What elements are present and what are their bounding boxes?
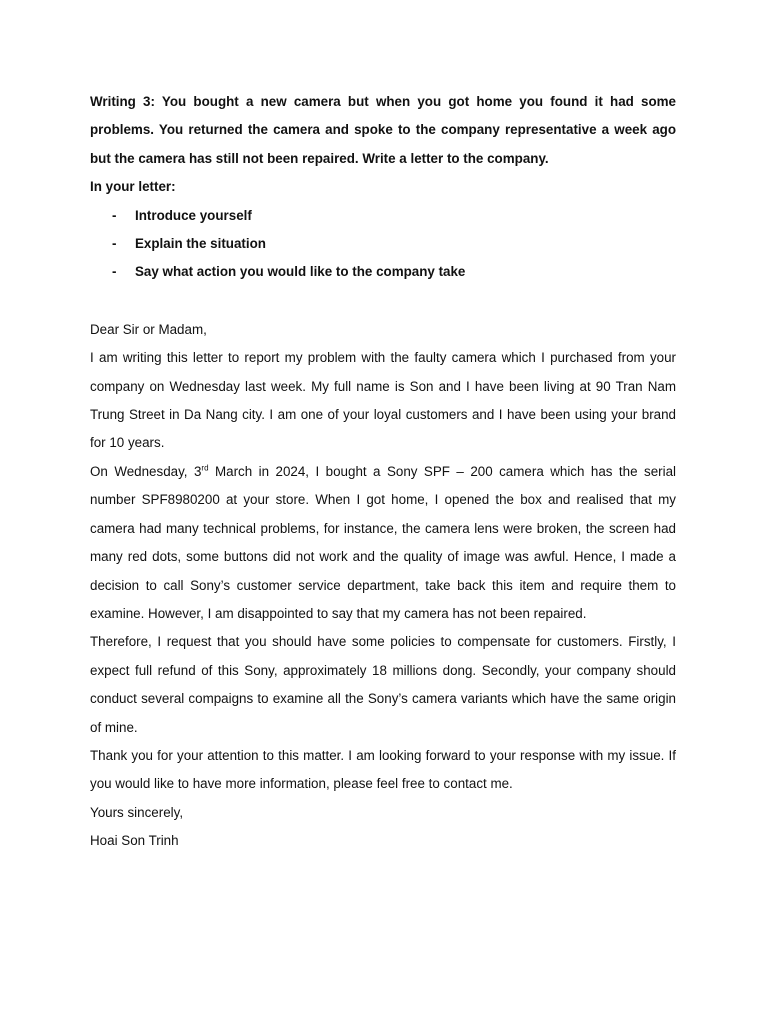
situation-text: March in 2024, I bought a Sony SPF – 200 camera which has the serial number SPF8980200 at your store. When I got home, I opened the box and realised that my camera had many technical problems, for instance, the camera lens were broken, the screen had many red dots, some buttons did not work and the quality of image was awful. Hence, I made a decision to call Sony’s customer service department, take back this item and require them to examine. However, I am disappointed to say that my camera has not been repaired. [90, 463, 676, 621]
task-bullet-item [90, 230, 676, 258]
letter-paragraph-action: Therefore, I request that you should have some policies to compensate for customers. Firstly, I expect full refund of this Sony, approximately 18 millions dong. Secondly, your company should conduct several compaigns to examine all the Sony’s camera variants which have the same origin of mine. [90, 634, 676, 735]
task-bullet-item [90, 202, 676, 230]
task-bullet-text: Say what action you would like to the company take [135, 264, 466, 280]
task-heading: In your letter: [90, 179, 176, 195]
bullet-dash: - [112, 264, 117, 280]
document-page [90, 88, 676, 856]
letter-signature: Hoai Son Trinh [90, 833, 179, 849]
letter-paragraph-intro: I am writing this letter to report my problem with the faulty camera which I purchased from your company on Wednesday last week. My full name is Son and I have been living at 90 Tran Nam Trung Street in Da Nang city. I am one of your loyal customers and I have been using your brand for 10 years. [90, 350, 676, 451]
letter-paragraph-situation [90, 458, 676, 628]
letter-salutation: Dear Sir or Madam, [90, 321, 207, 337]
bullet-dash: - [112, 236, 117, 252]
task-bullet-text: Introduce yourself [135, 207, 252, 223]
letter-paragraph-closing: Thank you for your attention to this matter. I am looking forward to your response with my issue. If you would like to have more information, please feel free to contact me. [90, 747, 676, 792]
blank-line [90, 287, 676, 316]
date-text: On Wednesday, 3 [90, 463, 202, 479]
task-bullet-item [90, 258, 676, 286]
bullet-dash: - [112, 207, 117, 223]
task-bullet-text: Explain the situation [135, 236, 266, 252]
letter-body [90, 316, 676, 856]
ordinal-suffix: rd [201, 463, 209, 473]
task-prompt: Writing 3: You bought a new camera but when you got home you found it had some problems. You returned the camera and spoke to the company representative a week ago but the camera has still not been repaired. Write a letter to the company. [90, 94, 676, 166]
letter-sign-off: Yours sincerely, [90, 804, 184, 820]
task-bullet-list [90, 202, 676, 287]
